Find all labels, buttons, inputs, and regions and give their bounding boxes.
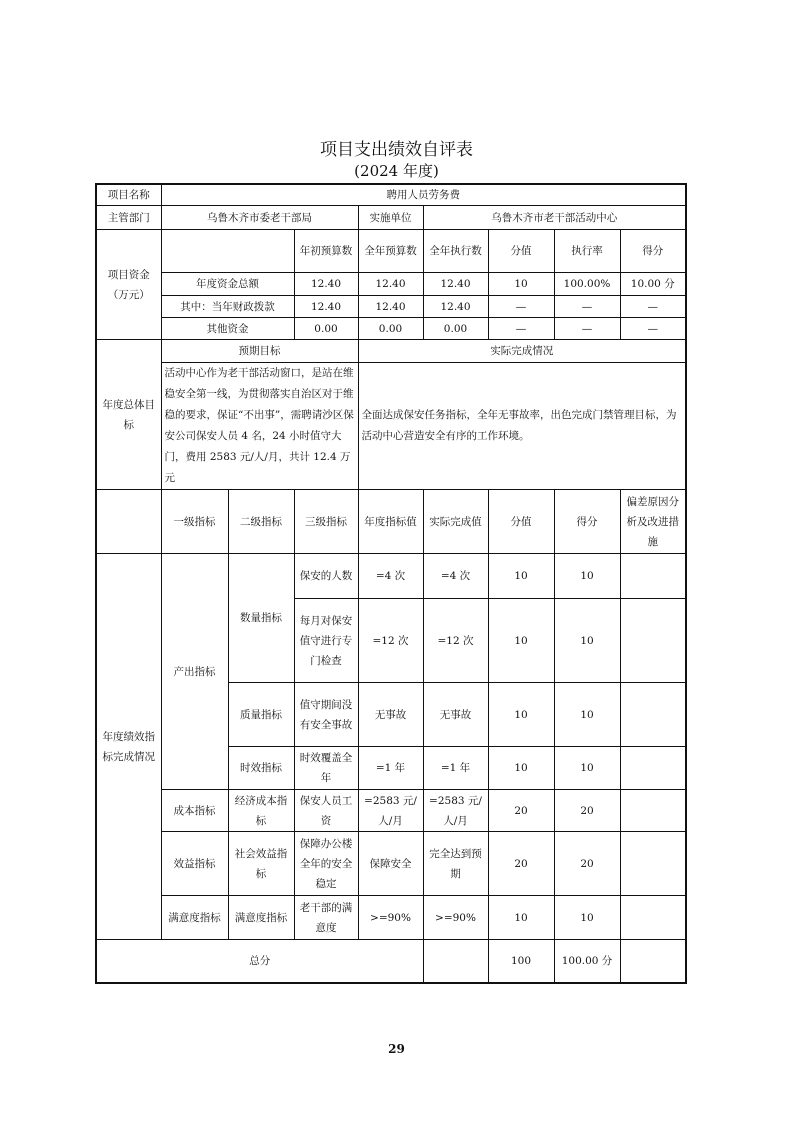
target: 无事故 [358,683,423,747]
page-title: 项目支出绩效自评表 [320,140,473,160]
l2: 满意度指标 [228,896,294,940]
header: 年初预算数 [294,230,358,273]
indicator-row [96,790,686,832]
cell: 100.00% [554,273,620,296]
blank-cell [96,490,161,554]
project-name: 聘用人员劳务费 [161,184,686,206]
target: >=90% [358,896,423,940]
l2: 质量指标 [228,683,294,747]
total-value: 100 [488,940,554,983]
cell: 10.00 分 [620,273,686,296]
score: 10 [554,896,620,940]
indicator-row [96,554,686,599]
l3: 保安人员工资 [294,790,358,832]
cell: 12.40 [294,273,358,296]
l3: 保安的人数 [294,554,358,599]
header: 一级指标 [161,490,228,554]
target: =2583 元/人/月 [358,790,423,832]
l1: 满意度指标 [161,896,228,940]
l2: 数量指标 [228,554,294,683]
header: 二级指标 [228,490,294,554]
score: 10 [554,683,620,747]
header: 年度指标值 [358,490,423,554]
indicators-label: 年度绩效指标完成情况 [96,554,161,940]
score-value: 10 [488,747,554,790]
header: 全年预算数 [358,230,423,273]
header: 分值 [488,230,554,273]
score-value: 10 [488,896,554,940]
dept: 乌鲁木齐市委老干部局 [161,206,358,230]
funds-row [96,318,686,340]
impl-unit: 乌鲁木齐市老干部活动中心 [423,206,686,230]
header: 执行率 [554,230,620,273]
l3: 老干部的满意度 [294,896,358,940]
score: 10 [554,599,620,683]
header: 全年执行数 [423,230,488,273]
cell: — [620,318,686,340]
funds-header-row [96,230,686,273]
indicator-row [96,896,686,940]
l3: 保障办公楼全年的安全稳定 [294,832,358,896]
score-value: 20 [488,790,554,832]
note [620,554,686,599]
header: 预期目标 [161,340,358,363]
cell: — [620,296,686,318]
total-label: 总分 [96,940,423,983]
row-label: 年度资金总额 [161,273,294,296]
cell: 12.40 [423,296,488,318]
page-number: 29 [388,1042,405,1056]
note [620,747,686,790]
performance-table [95,183,687,984]
label: 项目名称 [96,184,161,206]
cell: 12.40 [423,273,488,296]
l3: 时效覆盖全年 [294,747,358,790]
header: 三级指标 [294,490,358,554]
score: 10 [554,747,620,790]
blank-cell [620,940,686,983]
header: 实际完成情况 [358,340,686,363]
header: 得分 [554,490,620,554]
cell: — [488,318,554,340]
goals-label: 年度总体目标 [96,340,161,490]
goals-header-row [96,340,686,363]
project-name-row [96,184,686,206]
dept-row [96,206,686,230]
target: =1 年 [358,747,423,790]
cell: 0.00 [294,318,358,340]
l2: 经济成本指标 [228,790,294,832]
l3: 每月对保安值守进行专门检查 [294,599,358,683]
note [620,832,686,896]
total-row [96,940,686,983]
score: 20 [554,832,620,896]
score-value: 10 [488,554,554,599]
cell: 12.40 [358,273,423,296]
cell: — [554,296,620,318]
funds-row [96,296,686,318]
score-value: 20 [488,832,554,896]
score: 10 [554,554,620,599]
indicator-header-row [96,490,686,554]
funds-row [96,273,686,296]
cell: 10 [488,273,554,296]
cell: 12.40 [294,296,358,318]
cell: 0.00 [358,318,423,340]
actual: 无事故 [423,683,488,747]
target: =12 次 [358,599,423,683]
header: 得分 [620,230,686,273]
cell: — [554,318,620,340]
target: =4 次 [358,554,423,599]
label: 实施单位 [358,206,423,230]
goals-row [96,363,686,490]
score-value: 10 [488,599,554,683]
note [620,790,686,832]
actual: =12 次 [423,599,488,683]
note [620,599,686,683]
actual: =1 年 [423,747,488,790]
blank-cell [161,230,294,273]
expected-goal: 活动中心作为老干部活动窗口，是站在维稳安全第一线，为贯彻落实自治区对于维稳的要求，保证“不出事”，需聘请沙区保安公司保安人员 4 名，24 小时值守大门，费用 2583 元/人/月，共计 12.4 万元 [161,363,358,490]
row-label: 其他资金 [161,318,294,340]
l2: 时效指标 [228,747,294,790]
score: 20 [554,790,620,832]
note [620,683,686,747]
l1: 效益指标 [161,832,228,896]
header: 偏差原因分析及改进措施 [620,490,686,554]
header: 实际完成值 [423,490,488,554]
blank-cell [423,940,488,983]
header: 分值 [488,490,554,554]
funds-label: 项目资金（万元） [96,230,161,340]
l2: 社会效益指标 [228,832,294,896]
note [620,896,686,940]
actual: =4 次 [423,554,488,599]
actual: >=90% [423,896,488,940]
total-score: 100.00 分 [554,940,620,983]
row-label: 其中：当年财政拨款 [161,296,294,318]
target: 保障安全 [358,832,423,896]
cell: 0.00 [423,318,488,340]
cell: — [488,296,554,318]
l1: 产出指标 [161,554,228,790]
label: 主管部门 [96,206,161,230]
l3: 值守期间没有安全事故 [294,683,358,747]
actual-completion: 全面达成保安任务指标，全年无事故率，出色完成门禁管理目标，为活动中心营造安全有序的工作环境。 [358,363,686,490]
score-value: 10 [488,683,554,747]
actual: 完全达到预期 [423,832,488,896]
indicator-row [96,832,686,896]
l1: 成本指标 [161,790,228,832]
actual: =2583 元/人/月 [423,790,488,832]
cell: 12.40 [358,296,423,318]
page-subtitle: (2024 年度) [354,162,439,180]
